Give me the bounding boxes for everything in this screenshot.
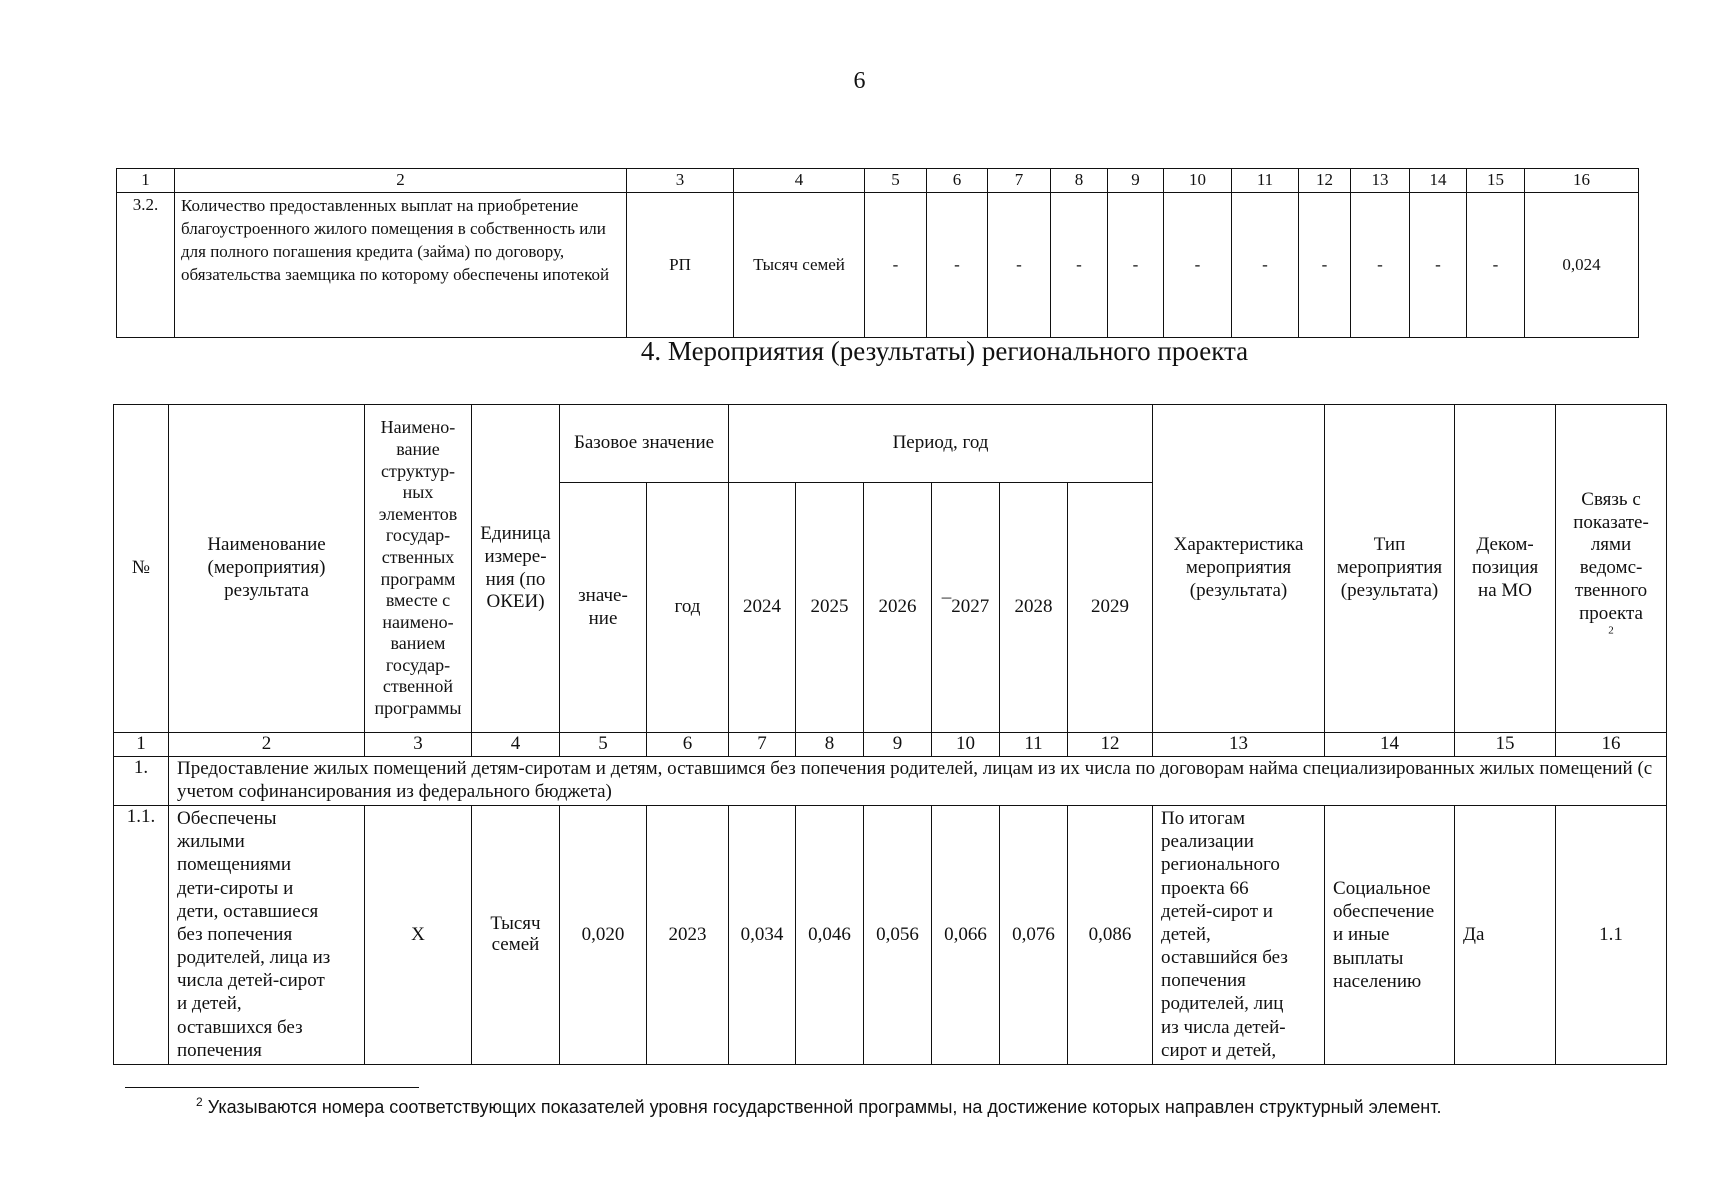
text-line: измере- bbox=[484, 545, 547, 567]
column-number: 14 bbox=[1325, 733, 1455, 757]
text-line: ние bbox=[588, 607, 618, 629]
activity-unit: Тысяч семей bbox=[472, 806, 560, 1065]
activity-base-value: 0,020 bbox=[560, 806, 647, 1065]
text-line: числа детей-сирот bbox=[177, 970, 325, 992]
text-line: Единица bbox=[480, 522, 551, 544]
indicator-value: - bbox=[1410, 193, 1467, 338]
text-line: населению bbox=[1333, 970, 1422, 992]
text-line: показате- bbox=[1573, 511, 1649, 533]
text-line: лями bbox=[1590, 534, 1632, 556]
text-line: программы bbox=[374, 698, 462, 719]
column-number: 6 bbox=[647, 733, 729, 757]
text-line: родителей, лиц bbox=[1161, 993, 1284, 1015]
text-line: детей, bbox=[1161, 923, 1211, 945]
header-struct bbox=[365, 405, 472, 733]
text-line: и детей, bbox=[177, 993, 242, 1015]
indicator-name: Количество предоставленных выплат на приобретение благоустроенного жилого помещения в собственность или для полного погашения кредита (займа) по договору, обязательства заемщика по которому обеспечены ипотекой bbox=[175, 193, 627, 338]
text-line: ственной bbox=[382, 676, 454, 697]
indicator-final-value: 0,024 bbox=[1525, 193, 1639, 338]
activity-struct: X bbox=[365, 806, 472, 1065]
header-year: 2026 bbox=[864, 483, 932, 733]
header-type: Тип мероприятия (результата) bbox=[1325, 405, 1455, 733]
text-line: ванием bbox=[390, 633, 446, 654]
text-line: программ bbox=[380, 568, 456, 589]
text-line: сирот и детей, bbox=[1161, 1039, 1277, 1061]
footnote-text: Указываются номера соответствующих показателей уровня государственной программы, на достижение которых направлен структурный элемент. bbox=[207, 1097, 1442, 1117]
column-number: 4 bbox=[472, 733, 560, 757]
column-number: 10 bbox=[1164, 169, 1232, 193]
header-link bbox=[1556, 405, 1667, 733]
text-line: позиция bbox=[1471, 557, 1539, 579]
indicator-value: - bbox=[988, 193, 1051, 338]
table-row bbox=[117, 193, 1639, 338]
indicator-value: - bbox=[1299, 193, 1351, 338]
header-decomposition bbox=[1455, 405, 1556, 733]
header-year: 2028 bbox=[1000, 483, 1068, 733]
text-line: без попечения bbox=[177, 923, 293, 945]
text-line: значе- bbox=[578, 584, 628, 606]
indicator-value: - bbox=[1108, 193, 1164, 338]
header-unit bbox=[472, 405, 560, 733]
activities-table bbox=[113, 404, 1667, 1065]
text-line: ственных bbox=[381, 546, 455, 567]
text-line: жилыми bbox=[177, 831, 245, 853]
text-line: Связь с bbox=[1581, 488, 1641, 510]
header-num: № bbox=[114, 405, 169, 733]
activity-name bbox=[169, 806, 365, 1065]
column-number: 1 bbox=[114, 733, 169, 757]
column-number: 4 bbox=[734, 169, 865, 193]
header-link-text bbox=[1558, 489, 1664, 626]
text-line: из числа детей- bbox=[1161, 1016, 1286, 1038]
column-number: 13 bbox=[1153, 733, 1325, 757]
text-line: ния (по bbox=[485, 568, 546, 590]
column-number: 2 bbox=[169, 733, 365, 757]
activity-value: 0,034 bbox=[729, 806, 796, 1065]
text-line: проекта bbox=[1579, 602, 1643, 624]
header-base-year: год bbox=[647, 483, 729, 733]
text-line: Наимено- bbox=[380, 417, 456, 438]
indicators-table bbox=[116, 168, 1639, 338]
header-year: ¯2027 bbox=[932, 483, 1000, 733]
text-line: на МО bbox=[1478, 579, 1533, 601]
activity-value: 0,056 bbox=[864, 806, 932, 1065]
text-line: обеспечение bbox=[1333, 901, 1435, 923]
header-period: Период, год bbox=[729, 405, 1153, 483]
text-line: ведомс- bbox=[1579, 557, 1643, 579]
column-number-row bbox=[117, 169, 1639, 193]
page-number: 6 bbox=[853, 68, 866, 94]
column-number: 12 bbox=[1068, 733, 1153, 757]
column-number: 13 bbox=[1351, 169, 1410, 193]
text-line: государ- bbox=[385, 525, 451, 546]
footnote-marker: 2 bbox=[1608, 625, 1614, 638]
column-number: 15 bbox=[1455, 733, 1556, 757]
text-line: оставшийся без bbox=[1161, 947, 1288, 969]
column-number: 16 bbox=[1556, 733, 1667, 757]
text-line: попечения bbox=[177, 1039, 262, 1061]
text-line: По итогам bbox=[1161, 808, 1245, 829]
section-row-text: Предоставление жилых помещений детям-сиротам и детям, оставшимся без попечения родителей, лицам из их числа по договорам найма специализированных жилых помещений (с учетом софинансирования из федерального бюджета) bbox=[169, 757, 1667, 806]
indicator-value: - bbox=[865, 193, 927, 338]
text-line: Социальное bbox=[1333, 878, 1431, 900]
activity-decomposition: Да bbox=[1455, 806, 1556, 1065]
activity-value: 0,066 bbox=[932, 806, 1000, 1065]
indicator-unit: Тысяч семей bbox=[734, 193, 865, 338]
column-number: 3 bbox=[627, 169, 734, 193]
text-line: родителей, лица из bbox=[177, 947, 331, 969]
activity-base-year: 2023 bbox=[647, 806, 729, 1065]
indicator-value: - bbox=[1232, 193, 1299, 338]
table-row bbox=[114, 806, 1667, 1065]
column-number: 2 bbox=[175, 169, 627, 193]
text-line: дети, оставшиеся bbox=[177, 900, 319, 922]
text-line: проекта 66 bbox=[1161, 877, 1249, 899]
text-line: структур- bbox=[381, 460, 455, 481]
text-line: попечения bbox=[1161, 970, 1246, 992]
activity-link: 1.1 bbox=[1556, 806, 1667, 1065]
text-line: помещениями bbox=[177, 854, 292, 876]
text-line: вместе с bbox=[385, 590, 451, 611]
indicator-value: - bbox=[927, 193, 988, 338]
header-base-value bbox=[560, 483, 647, 733]
activity-value: 0,086 bbox=[1068, 806, 1153, 1065]
header-name: Наименование (мероприятия) результата bbox=[169, 405, 365, 733]
text-line: твенного bbox=[1574, 579, 1648, 601]
column-number: 5 bbox=[560, 733, 647, 757]
text-line: реализации bbox=[1161, 831, 1254, 853]
footnote bbox=[196, 1097, 1441, 1118]
indicator-value: - bbox=[1351, 193, 1410, 338]
column-number: 8 bbox=[796, 733, 864, 757]
header-year: 2025 bbox=[796, 483, 864, 733]
column-number: 11 bbox=[1000, 733, 1068, 757]
column-number: 10 bbox=[932, 733, 1000, 757]
indicator-value: - bbox=[1051, 193, 1108, 338]
header-year: 2024 bbox=[729, 483, 796, 733]
column-number: 7 bbox=[729, 733, 796, 757]
text-line: ОКЕИ) bbox=[486, 591, 545, 613]
header-year: 2029 bbox=[1068, 483, 1153, 733]
text-line: ных bbox=[402, 482, 434, 503]
indicator-level: РП bbox=[627, 193, 734, 338]
text-line: оставшихся без bbox=[177, 1016, 303, 1038]
footnote-number: 2 bbox=[196, 1095, 203, 1109]
activity-type bbox=[1325, 806, 1455, 1065]
column-number: 16 bbox=[1525, 169, 1639, 193]
column-number: 11 bbox=[1232, 169, 1299, 193]
text-line: государ- bbox=[385, 654, 451, 675]
row-number: 1.1. bbox=[114, 806, 169, 1065]
row-number: 3.2. bbox=[117, 193, 175, 338]
column-number: 7 bbox=[988, 169, 1051, 193]
text-line: Обеспечены bbox=[177, 808, 277, 829]
column-number: 5 bbox=[865, 169, 927, 193]
text-line: элементов bbox=[378, 503, 458, 524]
section-title: 4. Мероприятия (результаты) регионального проекта bbox=[640, 336, 1249, 366]
header-characteristic: Характеристика мероприятия (результата) bbox=[1153, 405, 1325, 733]
column-number: 1 bbox=[117, 169, 175, 193]
header-base: Базовое значение bbox=[560, 405, 729, 483]
row-number: 1. bbox=[114, 757, 169, 806]
activity-value: 0,046 bbox=[796, 806, 864, 1065]
text-line: регионального bbox=[1161, 854, 1280, 876]
text-line: Деком- bbox=[1476, 534, 1534, 556]
text-line: вание bbox=[396, 438, 440, 459]
indicator-value: - bbox=[1164, 193, 1232, 338]
column-number: 3 bbox=[365, 733, 472, 757]
column-number: 9 bbox=[864, 733, 932, 757]
column-number-row bbox=[114, 733, 1667, 757]
text-line: и иные bbox=[1333, 924, 1390, 946]
activity-value: 0,076 bbox=[1000, 806, 1068, 1065]
section-row bbox=[114, 757, 1667, 806]
text-line: выплаты bbox=[1333, 947, 1404, 969]
column-number: 6 bbox=[927, 169, 988, 193]
footnote-rule bbox=[125, 1087, 419, 1088]
column-number: 15 bbox=[1467, 169, 1525, 193]
column-number: 12 bbox=[1299, 169, 1351, 193]
column-number: 9 bbox=[1108, 169, 1164, 193]
indicator-value: - bbox=[1467, 193, 1525, 338]
text-line: детей-сирот и bbox=[1161, 900, 1273, 922]
text-line: наимено- bbox=[382, 611, 454, 632]
column-number: 8 bbox=[1051, 169, 1108, 193]
activity-characteristic bbox=[1153, 806, 1325, 1065]
column-number: 14 bbox=[1410, 169, 1467, 193]
text-line: дети-сироты и bbox=[177, 877, 294, 899]
